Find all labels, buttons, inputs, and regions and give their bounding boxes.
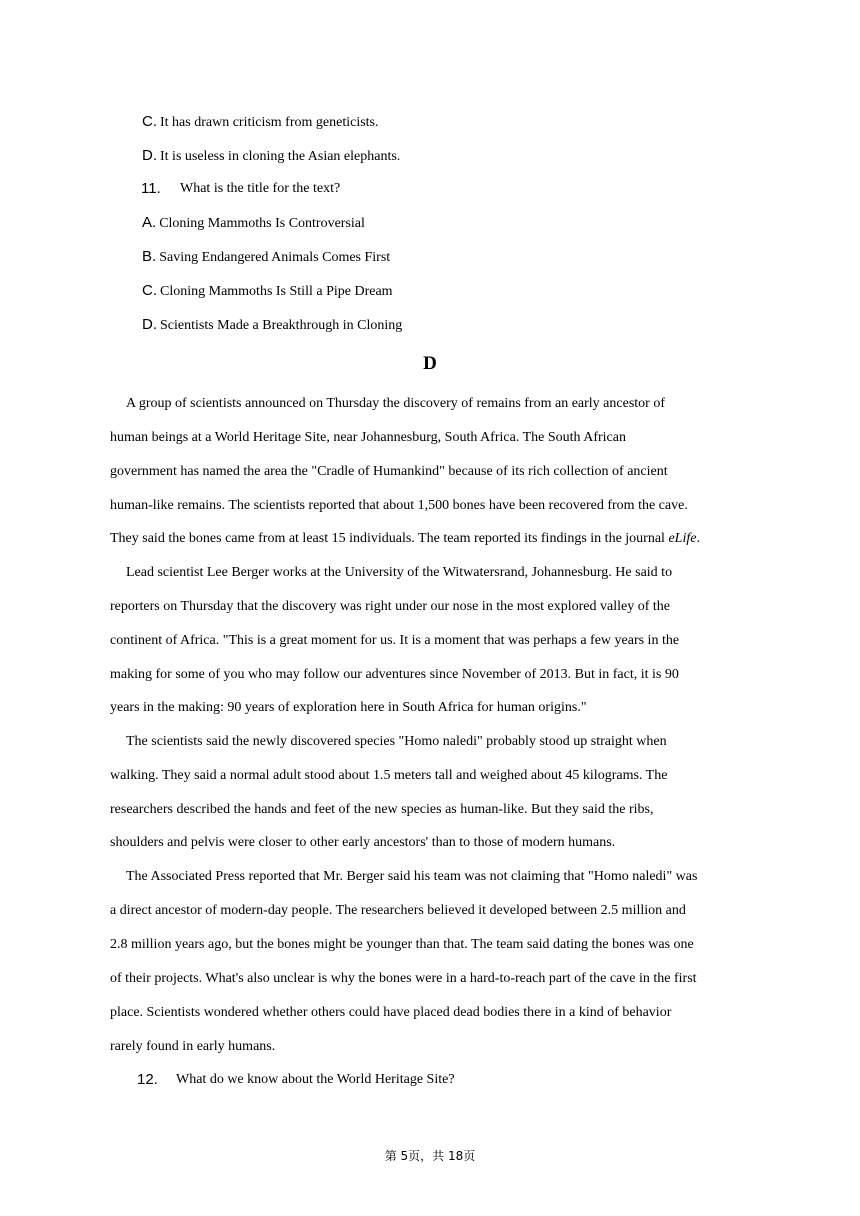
option-text: It has drawn criticism from geneticists. bbox=[160, 115, 379, 130]
passage-line: years in the making: 90 years of exploration here in South Africa for human origins." bbox=[110, 700, 587, 715]
question-11-option-c bbox=[142, 281, 393, 302]
passage-line bbox=[110, 529, 750, 549]
option-letter: D. bbox=[142, 316, 157, 333]
page-footer: 第 5页，共 18页 bbox=[384, 1149, 476, 1163]
option-d-prev bbox=[142, 146, 400, 167]
question-12-text: What do we know about the World Heritage Site? bbox=[176, 1072, 455, 1087]
passage-line-text: They said the bones came from at least 15 individuals. The team reported its findings in the journal bbox=[110, 531, 669, 546]
option-letter: D. bbox=[142, 147, 157, 164]
passage-line: reporters on Thursday that the discovery was right under our nose in the most explored valley of the bbox=[110, 599, 670, 614]
passage-line: shoulders and pelvis were closer to other early ancestors' than to those of modern humans. bbox=[110, 835, 616, 850]
option-letter: A. bbox=[142, 214, 157, 231]
option-letter: C. bbox=[142, 282, 157, 299]
question-11-text: What is the title for the text? bbox=[180, 181, 341, 196]
passage-line: rarely found in early humans. bbox=[110, 1039, 276, 1054]
option-text: It is useless in cloning the Asian elephants. bbox=[160, 149, 401, 164]
option-text: Saving Endangered Animals Comes First bbox=[159, 250, 391, 265]
journal-period: . bbox=[696, 531, 700, 546]
passage-line: Lead scientist Lee Berger works at the University of the Witwatersrand, Johannesburg. He said to bbox=[126, 565, 673, 580]
option-text: Cloning Mammoths Is Controversial bbox=[159, 216, 365, 231]
question-11-option-b bbox=[142, 247, 390, 268]
section-title: D bbox=[423, 353, 437, 374]
passage-line: continent of Africa. "This is a great moment for us. It is a moment that was perhaps a few years in the bbox=[110, 633, 680, 648]
question-11-option-d bbox=[142, 315, 402, 336]
passage-line: walking. They said a normal adult stood about 1.5 meters tall and weighed about 45 kilograms. The bbox=[110, 768, 668, 783]
option-letter: B. bbox=[142, 248, 157, 265]
passage-line: human beings at a World Heritage Site, near Johannesburg, South Africa. The South African bbox=[110, 430, 626, 445]
question-12-number: 12. bbox=[137, 1071, 158, 1088]
passage-line: The scientists said the newly discovered species "Homo naledi" probably stood up straight when bbox=[126, 734, 667, 749]
passage-line: A group of scientists announced on Thursday the discovery of remains from an early ancestor of bbox=[126, 396, 665, 411]
passage-line: of their projects. What's also unclear is why the bones were in a hard-to-reach part of the cave in the first bbox=[110, 971, 697, 986]
passage-line: researchers described the hands and feet of the new species as human-like. But they said the ribs, bbox=[110, 802, 654, 817]
option-text: Scientists Made a Breakthrough in Cloning bbox=[160, 318, 403, 333]
option-text: Cloning Mammoths Is Still a Pipe Dream bbox=[160, 284, 393, 299]
passage-line: 2.8 million years ago, but the bones might be younger than that. The team said dating the bones was one bbox=[110, 937, 694, 952]
passage-line: place. Scientists wondered whether others could have placed dead bodies there in a kind of behavior bbox=[110, 1005, 672, 1020]
passage-line: a direct ancestor of modern-day people. The researchers believed it developed between 2.5 million and bbox=[110, 903, 686, 918]
passage-line: The Associated Press reported that Mr. Berger said his team was not claiming that "Homo naledi" was bbox=[126, 869, 698, 884]
journal-name: eLife bbox=[668, 531, 697, 546]
passage-line: human-like remains. The scientists reported that about 1,500 bones have been recovered from the cave. bbox=[110, 498, 688, 513]
option-c-prev bbox=[142, 112, 379, 133]
passage-line: making for some of you who may follow our adventures since November of 2013. But in fact, it is 90 bbox=[110, 667, 679, 682]
option-letter: C. bbox=[142, 113, 157, 130]
question-11-number: 11. bbox=[141, 180, 161, 197]
passage-line: government has named the area the "Cradle of Humankind" because of its rich collection of ancient bbox=[110, 464, 668, 479]
question-11-option-a bbox=[142, 213, 365, 234]
